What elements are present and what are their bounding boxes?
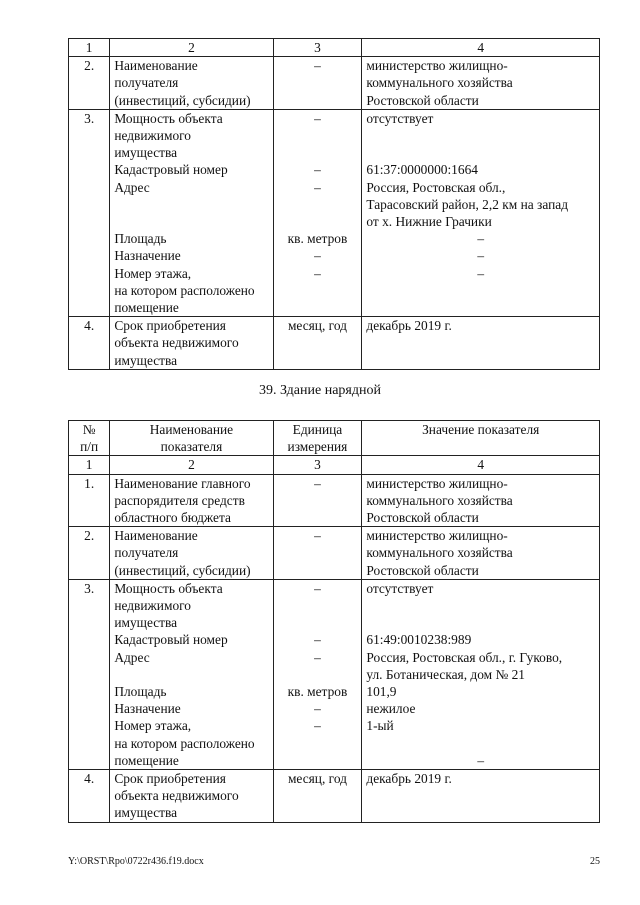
text-line: №: [82, 422, 96, 437]
unit: [273, 527, 362, 580]
unit: [273, 579, 362, 769]
text-line: на котором расположено: [114, 282, 255, 298]
text-line: Россия, Ростовская обл.,: [366, 179, 506, 195]
text-line: месяц, год: [287, 318, 347, 334]
indicators-table-continued: [68, 38, 600, 370]
text-line: Адрес: [114, 179, 150, 195]
row-number: 3.: [69, 109, 110, 316]
text-line: Срок приобретения: [114, 318, 226, 334]
text-line: 61:37:0000000:1664: [366, 162, 478, 178]
row-number: 3.: [69, 579, 110, 769]
colnum-cell: 2: [110, 456, 273, 474]
row-number: 2.: [69, 57, 110, 110]
text-line: Площадь: [114, 231, 167, 247]
text-line: –: [314, 475, 321, 491]
text-line: помещение: [114, 752, 179, 768]
text-line: [366, 144, 595, 161]
text-line: Кадастровый номер: [114, 162, 228, 178]
text-line: [278, 196, 358, 213]
colnum-cell: 3: [273, 39, 362, 57]
text-line: Наименование: [114, 528, 198, 544]
text-line: нежилое: [366, 701, 416, 717]
text-line: 101,9: [366, 684, 397, 700]
indicator-name: [110, 579, 273, 769]
file-path: Y:\ORST\Rpo\0722r436.f19.docx: [68, 856, 204, 867]
indicator-value: [362, 317, 600, 370]
unit: [273, 474, 362, 527]
indicator-value: [362, 770, 600, 823]
text-line: областного бюджета: [114, 510, 231, 526]
table-row: [69, 579, 600, 769]
header-name: [110, 421, 273, 456]
indicator-name: [110, 109, 273, 316]
text-line: [278, 127, 358, 144]
text-line: [366, 282, 595, 299]
unit: [273, 109, 362, 316]
text-line: имущества: [114, 805, 178, 821]
unit: [273, 57, 362, 110]
text-line: –: [314, 110, 321, 126]
unit: [273, 770, 362, 823]
text-line: Россия, Ростовская обл., г. Гуково,: [366, 649, 563, 665]
text-line: –: [314, 265, 321, 281]
column-number-row: [69, 39, 600, 57]
table-row: [69, 527, 600, 580]
text-line: объекта недвижимого: [114, 335, 239, 351]
text-line: [278, 213, 358, 230]
text-line: коммунального хозяйства: [366, 75, 513, 91]
text-line: –: [477, 248, 485, 264]
text-line: –: [314, 701, 321, 717]
text-line: от х. Нижние Грачики: [366, 214, 492, 229]
text-line: Срок приобретения: [114, 771, 226, 787]
text-line: [366, 597, 595, 614]
header-num: [69, 421, 110, 456]
colnum-cell: 1: [69, 39, 110, 57]
text-line: Адрес: [114, 649, 150, 665]
row-number: 4.: [69, 317, 110, 370]
text-line: 1-ый: [366, 718, 394, 734]
text-line: на котором расположено: [114, 735, 255, 751]
text-line: Наименование главного: [114, 475, 251, 491]
indicator-value: [362, 109, 600, 316]
text-line: [114, 666, 268, 683]
header-unit: [273, 421, 362, 456]
text-line: недвижимого: [114, 128, 191, 144]
text-line: –: [477, 265, 485, 281]
text-line: министерство жилищно-: [366, 475, 508, 491]
text-line: имущества: [114, 145, 178, 161]
text-line: Тарасовский район, 2,2 км на запад: [366, 196, 569, 212]
table-row: [69, 317, 600, 370]
text-line: ул. Ботаническая, дом № 21: [366, 666, 526, 682]
text-line: Мощность объекта: [114, 580, 223, 596]
text-line: [278, 144, 358, 161]
text-line: министерство жилищно-: [366, 58, 508, 74]
text-line: отсутствует: [366, 580, 434, 596]
text-line: Наименование: [149, 422, 234, 437]
column-number-row: [69, 456, 600, 474]
text-line: [278, 752, 358, 769]
text-line: Ростовской области: [366, 562, 479, 578]
text-line: Номер этажа,: [114, 718, 192, 734]
text-line: (инвестиций, субсидии): [114, 562, 251, 578]
text-line: [278, 597, 358, 614]
indicator-value: [362, 57, 600, 110]
text-line: –: [477, 752, 485, 768]
text-line: кв. метров: [287, 684, 348, 699]
text-line: декабрь 2019 г.: [366, 318, 452, 334]
text-line: [278, 299, 358, 316]
text-line: –: [477, 231, 485, 247]
text-line: –: [314, 718, 321, 734]
text-line: [366, 735, 595, 752]
indicator-name: [110, 317, 273, 370]
text-line: декабрь 2019 г.: [366, 771, 452, 787]
text-line: –: [314, 632, 321, 648]
text-line: –: [314, 248, 321, 264]
text-line: Кадастровый номер: [114, 632, 228, 648]
text-line: –: [314, 162, 321, 178]
indicator-value: [362, 579, 600, 769]
header-row: [69, 421, 600, 456]
text-line: показателя: [160, 439, 223, 455]
table-row: [69, 770, 600, 823]
text-line: Единица: [292, 422, 343, 437]
page-footer: [68, 856, 600, 867]
indicators-table: [68, 420, 600, 823]
text-line: измерения: [287, 439, 348, 455]
table-row: [69, 109, 600, 316]
row-number: 4.: [69, 770, 110, 823]
row-number: 2.: [69, 527, 110, 580]
text-line: месяц, год: [287, 771, 347, 787]
colnum-cell: 4: [362, 456, 600, 474]
text-line: (инвестиций, субсидии): [114, 92, 251, 108]
text-line: –: [314, 649, 321, 665]
text-line: распорядителя средств: [114, 492, 245, 508]
text-line: получателя: [114, 545, 179, 561]
indicator-value: [362, 527, 600, 580]
indicator-name: [110, 474, 273, 527]
indicator-name: [110, 770, 273, 823]
page-number: 25: [590, 856, 600, 867]
text-line: объекта недвижимого: [114, 788, 239, 804]
text-line: –: [314, 528, 321, 544]
text-line: Ростовской области: [366, 510, 479, 526]
text-line: коммунального хозяйства: [366, 492, 513, 508]
text-line: –: [314, 179, 321, 195]
indicator-name: [110, 57, 273, 110]
section-title: 39. Здание нарядной: [259, 383, 381, 398]
colnum-cell: 2: [110, 39, 273, 57]
text-line: Назначение: [114, 701, 181, 717]
text-line: [114, 196, 268, 213]
text-line: [278, 614, 358, 631]
table-row: [69, 474, 600, 527]
text-line: отсутствует: [366, 110, 434, 126]
text-line: 61:49:0010238:989: [366, 632, 472, 648]
text-line: недвижимого: [114, 598, 191, 614]
header-value: [362, 421, 600, 456]
text-line: помещение: [114, 300, 179, 316]
text-line: Ростовской области: [366, 92, 479, 108]
text-line: Мощность объекта: [114, 110, 223, 126]
text-line: коммунального хозяйства: [366, 545, 513, 561]
text-line: Наименование: [114, 58, 198, 74]
text-line: Площадь: [114, 684, 167, 700]
text-line: имущества: [114, 615, 178, 631]
text-line: Назначение: [114, 248, 181, 264]
unit: [273, 317, 362, 370]
text-line: получателя: [114, 75, 179, 91]
indicator-name: [110, 527, 273, 580]
text-line: [114, 213, 268, 230]
text-line: имущества: [114, 352, 178, 368]
colnum-cell: 4: [362, 39, 600, 57]
text-line: [278, 666, 358, 683]
text-line: [278, 282, 358, 299]
text-line: –: [314, 580, 321, 596]
text-line: [366, 299, 595, 316]
colnum-cell: 3: [273, 456, 362, 474]
text-line: [366, 127, 595, 144]
row-number: 1.: [69, 474, 110, 527]
table-row: [69, 57, 600, 110]
text-line: –: [314, 58, 321, 74]
text-line: [278, 735, 358, 752]
indicator-value: [362, 474, 600, 527]
text-line: кв. метров: [287, 231, 348, 247]
text-line: [366, 614, 595, 631]
text-line: Значение показателя: [422, 422, 540, 437]
text-line: Номер этажа,: [114, 265, 192, 281]
text-line: п/п: [80, 439, 99, 455]
text-line: министерство жилищно-: [366, 528, 508, 544]
colnum-cell: 1: [69, 456, 110, 474]
